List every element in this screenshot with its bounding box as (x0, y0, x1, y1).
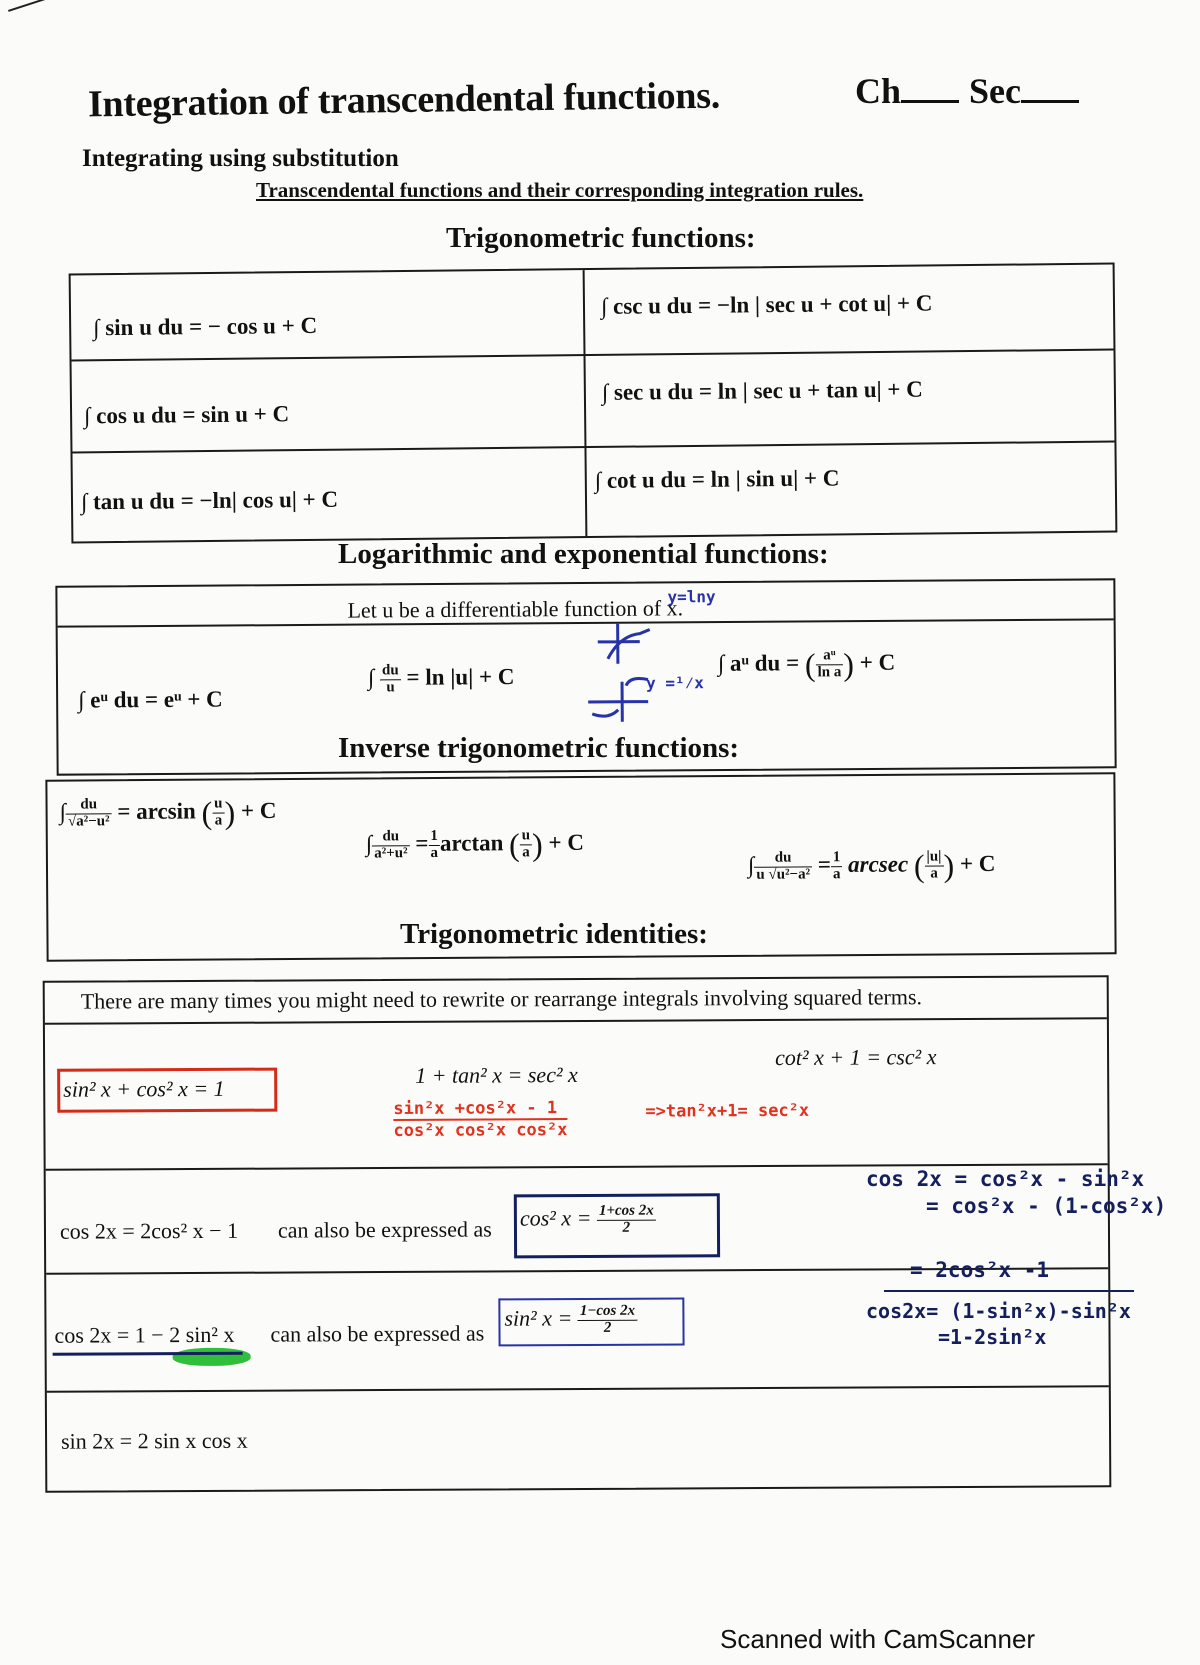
trig-row-line (72, 349, 1114, 362)
sec-label: Sec (969, 71, 1022, 111)
handwritten-derivation-sin (866, 1298, 1131, 1350)
derivation-line-1: cos 2x = cos²x - sin²x (866, 1167, 1145, 1191)
trig-rule-sin: ∫ sin u du = − cos u + C (93, 312, 318, 341)
cos-squared-formula (520, 1204, 656, 1237)
cos2x-identity-b: cos 2x = 1 − 2 sin² x (54, 1321, 235, 1348)
cos2x-identity-a: cos 2x = 2cos² x − 1 (59, 1217, 239, 1244)
cos-sq-fraction (597, 1204, 656, 1237)
arcsec-num: du (754, 851, 812, 868)
arcsin-end: + C (240, 797, 277, 824)
trig-rule-tan: ∫ tan u du = −ln| cos u| + C (80, 486, 339, 515)
arctan-fraction (372, 829, 410, 862)
arcsec-rule: ∫ $\frac{du}{\text{u √u²−a²}}$ = $\frac{1}{a}$ arcsec ( $\frac{|u|}{a}$ ) + C (747, 847, 996, 884)
inverse-trig-heading: Inverse trigonometric functions: (338, 732, 740, 764)
pythagorean-identity-1: sin² x + cos² x = 1 (63, 1075, 225, 1102)
arctan-coef-num: 1 (428, 829, 440, 846)
sin-sq-fraction (578, 1304, 638, 1337)
arcsec-coef-den: a (832, 866, 841, 883)
ch-blank (901, 100, 959, 103)
handwritten-red-derivation (393, 1098, 567, 1142)
arcsin-den: √a²−u² (67, 813, 110, 830)
derivation-line-4: cos2x= (1-sin²x)-sin²x (866, 1299, 1131, 1323)
arctan-arg-num: u (520, 829, 532, 846)
identities-heading: Trigonometric identities: (400, 918, 708, 950)
also-expressed-label-2: can also be expressed as (270, 1320, 485, 1347)
arcsec-end: + C (959, 850, 996, 877)
exp-rule: ∫ eᵘ du = eᵘ + C (78, 686, 223, 713)
subtitle: Integrating using substitution (82, 145, 399, 172)
arcsin-num: du (66, 798, 112, 815)
identities-table (43, 975, 1112, 1493)
pythagorean-identity-3: cot² x + 1 = csc² x (775, 1044, 937, 1070)
arctan-coef-den: a (430, 844, 439, 862)
arcsin-arg (212, 797, 225, 830)
log-rule (368, 662, 515, 696)
arctan-arg-den: a (522, 844, 530, 861)
arcsin-fraction (66, 798, 112, 831)
trig-rule-cos: ∫ cos u du = sin u + C (83, 401, 290, 429)
derivation-divider (884, 1290, 1134, 1292)
arcsec-arg-den: a (930, 865, 938, 882)
pythagorean-identity-2: 1 + tan² x = sec² x (415, 1061, 578, 1088)
identities-intro: There are many times you might need to rewrite or rearrange integrals involving squared terms. (80, 984, 923, 1014)
arctan-end: + C (548, 829, 585, 856)
trig-rule-sec: ∫ sec u du = ln | sec u + tan u| + C (601, 376, 923, 405)
log-rule-fraction (380, 663, 401, 696)
graph-sketch-icon (578, 613, 719, 724)
arcsec-fraction (754, 851, 812, 884)
log-rule-rest: = ln |u| + C (406, 664, 515, 690)
arcsec-coef-num: 1 (831, 850, 843, 867)
identities-row-line (47, 1385, 1109, 1393)
power-rule-right: + C (859, 649, 896, 675)
handwritten-derivation-cos2x (866, 1166, 1166, 1221)
arcsec-den: u √u²−a² (756, 866, 811, 883)
trig-row-line (72, 441, 1114, 454)
power-rule-fraction (815, 648, 843, 681)
red-note-result: =>tan²x+1= sec²x (645, 1100, 810, 1122)
sin-sq-den: 2 (603, 1319, 612, 1336)
cos-sq-num: 1+cos 2x (597, 1204, 656, 1221)
trig-rule-cot: ∫ cot u du = ln | sin u| + C (594, 465, 840, 493)
sin-squared-formula (504, 1304, 637, 1337)
arctan-den: a²+u² (374, 845, 408, 862)
rules-heading: Transcendental functions and their corresponding integration rules. (256, 178, 864, 202)
sin-sq-num: 1−cos 2x (578, 1304, 637, 1321)
log-exp-intro: Let u be a differentiable function of x. (347, 595, 684, 623)
derivation-line-2: = cos²x - (1-cos²x) (926, 1194, 1167, 1219)
also-expressed-label: can also be expressed as (277, 1216, 492, 1243)
arcsec-coef (831, 850, 843, 883)
power-rule-left: ∫ aᵘ du = (717, 650, 800, 676)
arcsec-mid: arcsec (848, 851, 909, 877)
log-exp-heading: Logarithmic and exponential functions: (338, 538, 829, 570)
identities-row-line (45, 1017, 1107, 1025)
stray-pen-mark (8, 0, 75, 12)
arcsin-arg-num: u (212, 797, 224, 814)
sin-sq-lhs: sin² x = (504, 1305, 573, 1331)
handwritten-note-lny: y=lny (667, 587, 716, 607)
sin2x-identity: sin 2x = 2 sin x cos x (61, 1427, 248, 1454)
page-title: Integration of transcendental functions. (87, 74, 721, 126)
green-highlight-mark (173, 1348, 251, 1366)
arctan-arg (520, 829, 533, 862)
power-rule-den: ln a (817, 664, 842, 681)
arcsin-rule: ∫ $\frac{du}{\text{√a²−u²}}$ = arcsin ( $\frac{u}{a}$ ) + C (59, 794, 277, 831)
arctan-num: du (372, 829, 410, 846)
derivation-line-5: =1-2sin²x (938, 1325, 1047, 1349)
log-rule-den: u (386, 679, 395, 696)
sec-blank (1021, 100, 1079, 103)
ch-label: Ch (855, 71, 902, 111)
arctan-rule: ∫ $\frac{du}{\text{a²+u²}}$ = $\frac{1}{a}$ arctan ( $\frac{u}{a}$ ) + C (365, 826, 585, 863)
cos-sq-lhs: cos² x = (519, 1205, 592, 1231)
trig-table-divider (583, 270, 588, 536)
red-note-num: sin²x +cos²x - 1 (393, 1098, 567, 1121)
trig-heading: Trigonometric functions: (446, 222, 756, 254)
arcsec-arg (924, 850, 943, 883)
cos-sq-den: 2 (622, 1219, 631, 1236)
trig-table (69, 263, 1118, 544)
trig-rule-csc: ∫ csc u du = −ln | sec u + cot u| + C (600, 290, 933, 319)
chapter-section-blanks (855, 70, 1079, 112)
power-rule-num: aᵘ (815, 648, 843, 665)
log-rule-integral: ∫ (367, 665, 375, 691)
scanner-watermark: Scanned with CamScanner (720, 1624, 1036, 1654)
derivation-line-3: = 2cos²x -1 (910, 1258, 1050, 1282)
power-rule: ∫ aᵘ du = ( $\frac{\text{aᵘ}}{\text{ln a}}$ ) + C (717, 646, 896, 683)
arcsin-mid: = arcsin (117, 798, 196, 825)
arctan-mid: arctan (439, 830, 504, 856)
arctan-coef (428, 829, 440, 862)
log-rule-num: du (380, 663, 401, 680)
red-note-den: cos²x cos²x cos²x (393, 1120, 568, 1142)
arcsin-arg-den: a (214, 812, 223, 829)
handwritten-note-1-over-x: y =¹⁄x (645, 673, 704, 693)
arcsec-arg-num: |u| (924, 850, 943, 867)
